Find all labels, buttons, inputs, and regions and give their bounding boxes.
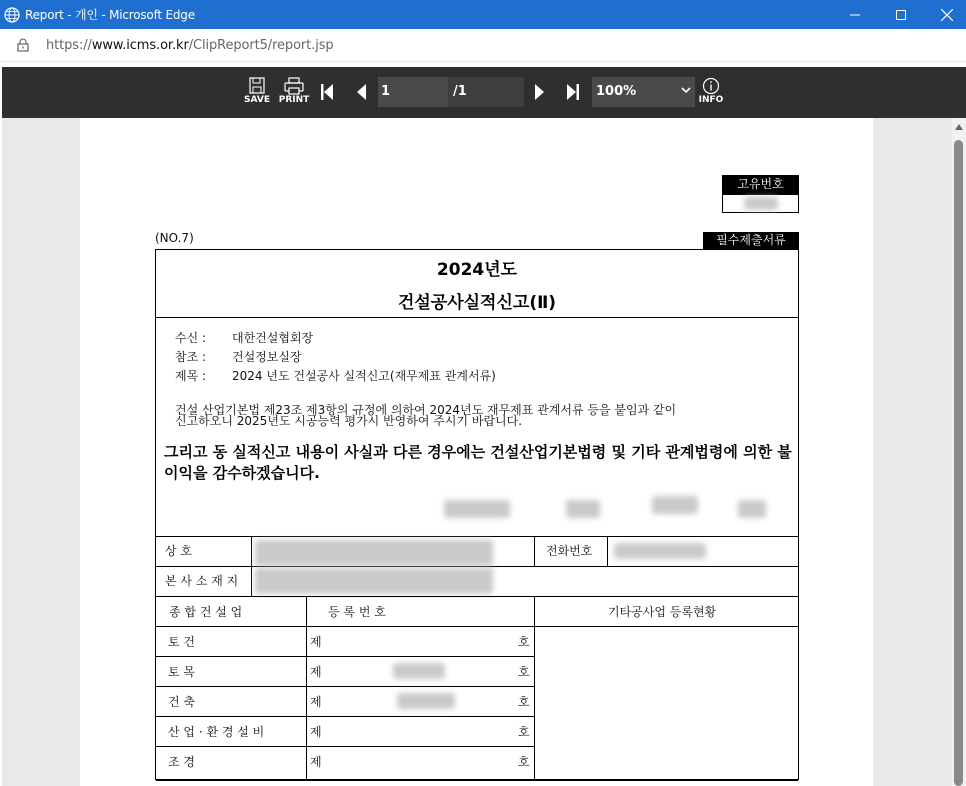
table-header-reg-no: 등 록 번 호 [328,605,386,619]
next-page-button[interactable] [534,83,546,101]
divider [156,716,534,717]
unique-number-box [722,194,799,213]
chevron-down-icon [681,86,691,94]
close-icon [941,9,953,21]
print-label: PRINT [278,95,310,105]
minimize-button[interactable] [832,0,878,29]
redacted-date [738,500,766,518]
divider [306,596,307,780]
viewer-toolbar [2,67,966,118]
table-header-category: 종 합 건 설 업 [169,605,243,619]
row-suffix: 호 [518,725,530,739]
form-number: (NO.7) [155,231,194,245]
divider [156,656,534,657]
zoom-value: 100% [596,84,637,99]
divider [156,317,798,318]
company-label: 상 호 [165,544,192,558]
row-label: 건 축 [168,695,195,709]
vertical-scrollbar[interactable] [952,118,966,786]
report-title: 건설공사실적신고(Ⅱ) [397,293,557,313]
close-button[interactable] [924,0,966,29]
divider [156,536,798,537]
divider [534,536,535,566]
lock-icon[interactable] [17,38,29,52]
print-button[interactable] [277,77,311,105]
row-suffix: 호 [518,695,530,709]
divider [156,596,798,597]
redacted-company [255,540,493,566]
info-icon [702,77,720,95]
divider [156,746,534,747]
meta-reference: 참조 : 건설정보실장 [175,350,302,364]
scroll-up-icon[interactable] [955,124,963,130]
url-text[interactable]: https://www.icms.or.kr/ClipReport5/report.jsp [46,37,334,53]
row-label: 토 목 [168,665,195,679]
report-year: 2024년도 [436,260,518,280]
prev-page-icon [355,83,367,101]
phone-label: 전화번호 [546,544,593,558]
report-viewer [0,62,966,786]
document-area [2,118,952,786]
redacted-date [652,496,698,514]
row-prefix: 제 [310,755,322,769]
redacted-address [255,568,493,594]
page-number-input[interactable]: 1 [378,77,448,107]
divider [156,566,798,567]
report-form [155,249,799,780]
row-suffix: 호 [518,635,530,649]
info-button[interactable] [698,77,724,105]
minimize-icon [850,10,860,20]
row-label: 토 건 [168,635,195,649]
divider [534,596,535,780]
must-submit-badge: 필수제출서류 [703,232,799,249]
divider [156,626,798,627]
maximize-button[interactable] [878,0,924,29]
printer-icon [284,77,304,95]
row-prefix: 제 [310,635,322,649]
unique-number-label: 고유번호 [722,175,799,194]
row-label: 산 업 · 환 경 설 비 [168,725,265,739]
first-page-icon [320,83,334,101]
save-label: SAVE [244,95,270,105]
row-prefix: 제 [310,695,322,709]
redacted-date [444,500,510,518]
row-prefix: 제 [310,725,322,739]
globe-icon [4,7,20,23]
row-suffix: 호 [518,665,530,679]
redacted-value [744,197,778,210]
window-title: Report - 개인 - Microsoft Edge [25,8,195,22]
row-label: 조 경 [168,755,195,769]
address-bar[interactable] [0,29,966,62]
address-label: 본 사 소 재 지 [165,574,239,588]
table-header-other: 기타공사업 등록현황 [608,605,717,619]
maximize-icon [896,10,906,20]
report-paragraph: 건설 산업기본법 제23조 제3항의 규정에 의하여 2024년도 재무제표 관계서류 등을 붙임과 같이 신고하오니 2025년도 시공능력 평가시 반영하여 주시기 바랍니다. [175,403,677,428]
zoom-select[interactable] [592,77,695,107]
first-page-button[interactable] [320,83,334,101]
meta-subject: 제목 : 2024 년도 건설공사 실적신고(재무제표 관계서류) [175,369,496,383]
last-page-button[interactable] [566,83,580,101]
row-prefix: 제 [310,665,322,679]
scrollbar-thumb[interactable] [954,140,963,786]
redacted-phone [614,543,706,559]
info-label: INFO [698,95,724,105]
redacted-reg-no [393,663,445,679]
prev-page-button[interactable] [355,83,367,101]
row-suffix: 호 [518,755,530,769]
report-page [80,118,873,786]
redacted-date [566,500,600,518]
redacted-reg-no [397,693,455,709]
meta-recipient: 수신 : 대한건설협회장 [175,331,314,345]
next-page-icon [534,83,546,101]
floppy-icon [249,77,265,95]
declaration-text: 그리고 동 실적신고 내용이 사실과 다른 경우에는 건설산업기본법령 및 기타 관계법령에 의한 불이익을 감수하겠습니다. [164,443,792,482]
divider [156,686,534,687]
last-page-icon [566,83,580,101]
page-total: /1 [448,77,524,107]
divider [607,536,608,566]
save-button[interactable] [244,77,270,105]
window-titlebar [0,0,966,29]
divider [156,780,798,781]
